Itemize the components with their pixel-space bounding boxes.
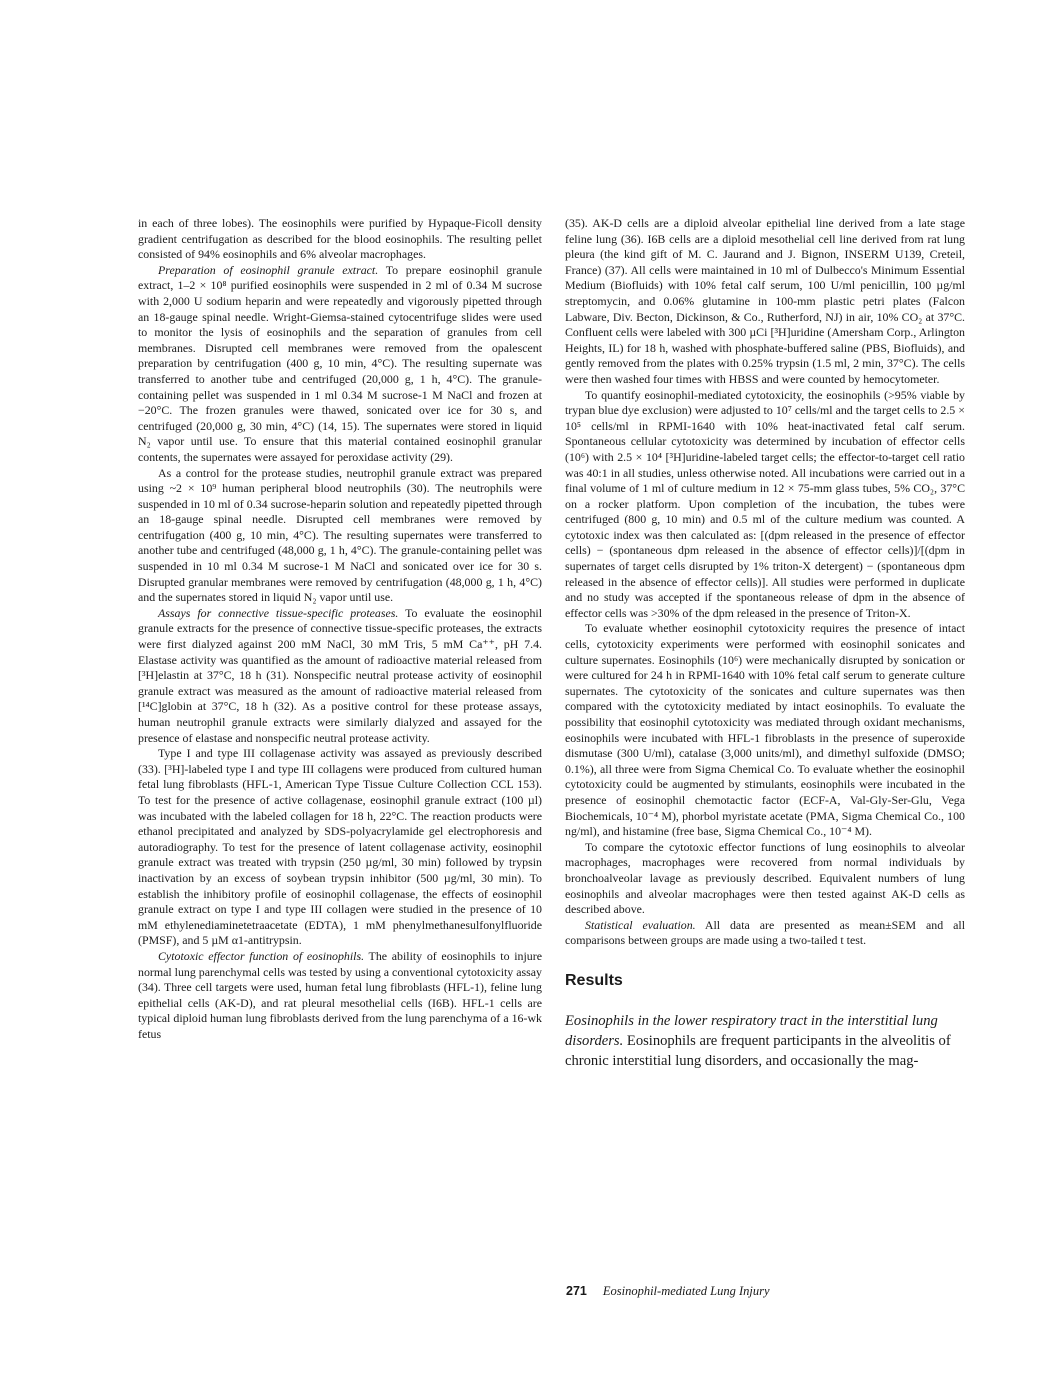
paragraph: As a control for the protease studies, neutrophil granule extract was prepared using ~2 × 10⁹ human peripheral blood neutrophils (30). The neutrophils were suspended in 10 ml of 0.34 sucrose-heparin solution and repeatedly pipetted through an 18-gauge spinal needle. Disrupted cell membranes were removed by centrifugation (400 g, 10 min, 4°C). The resulting supernates were transferred to another tube and centrifuged (48,000 g, 1 h, 4°C). The granule-containing pellet was suspended in 10 ml 0.34 M sucrose-1 M NaCl and sonicated over ice for 30 s. Disrupted granular membranes were removed by centrifugation (48,000 g, 1 h, 4°C) and the supernates stored in liquid N₂ vapor until use.	[138, 465, 542, 605]
page-footer	[566, 1284, 770, 1299]
left-column	[138, 216, 542, 1042]
paragraph: To evaluate whether eosinophil cytotoxicity requires the presence of intact cells, cytotoxicity experiments were performed with eosinophil sonicates and culture supernates. Eosinophils (10⁶) were mechanically disrupted by sonication or were cultured for 24 h in RPMI-1640 with 10% fetal calf serum to generate culture supernates. The cytotoxicity of the sonicates and culture supernates was then compared with the cytotoxicity mediated by intact eosinophils. To evaluate the possibility that eosinophil cytotoxicity was mediated through oxidant mechanisms, eosinophils were incubated with HFL-1 fibroblasts in the presence of superoxide dismutase (300 U/ml), catalase (3,000 units/ml), and dimethyl sulfoxide (DMSO; 0.1%), all three were from Sigma Chemical Co. To evaluate whether the eosinophil cytotoxicity could be augmented by stimulants, eosinophils were incubated in the presence of eosinophil chemotactic factor (ECF-A, Val-Gly-Ser-Glu, Vega Biochemicals, 10⁻⁴ M), phorbol myristate acetate (PMA, Sigma Chemical Co., 100 ng/ml), and histamine (free base, Sigma Chemical Co., 10⁻⁴ M).	[565, 621, 965, 839]
page-number: 271	[566, 1284, 587, 1298]
paragraph: (35). AK-D cells are a diploid alveolar epithelial line derived from a late stage feline lung (36). I6B cells are a diploid mesothelial cell line derived from rat lung pleura (the kind gift of M. C. Jaurand and J. Bignon, INSERM U139, Creteil, France) (37). All cells were maintained in 10 ml of Dulbecco's Minimum Essential Medium (Biofluids) with 10% fetal calf serum, 100 U/ml penicillin, 100 µg/ml streptomycin, and 0.06% glutamine in 100-mm plastic petri plates (Falcon Labware, Div. Becton, Dickinson, & Co., Rutherford, NJ) in air, 10% CO₂ at 37°C. Confluent cells were labeled with 300 µCi [³H]uridine (Amersham Corp., Arlington Heights, IL) for 18 h, washed with phosphate-buffered saline (PBS, Biofluids), and gently removed from the plates with 0.25% trypsin (1.5 ml, 2 min, 37°C). The cells were then washed four times with HBSS and were counted by hemocytometer.	[565, 216, 965, 386]
run-in-title: Eosinophils in the lower respiratory tract in the interstitial lung disorders.	[565, 1012, 938, 1049]
run-in-title: Preparation of eosinophil granule extract.	[158, 262, 379, 277]
paragraph: Preparation of eosinophil granule extract. To prepare eosinophil granule extract, 1–2 × 10⁸ purified eosinophils were suspended in 2 ml of 0.34 M sucrose with 2,000 U sodium heparin and were repeatedly and vigorously pipetted through an 18-gauge spinal needle. Wright-Giemsa-stained cytocentrifuge slides were used to monitor the lysis of eosinophils and the separation of granules from cell membranes. Disrupted cell membranes were removed from the opalescent preparation by centrifugation (400 g, 10 min, 4°C). The resulting supernate was transferred to another tube and centrifuged (20,000 g, 1 h, 4°C). The granule-containing pellet was suspended in 1 ml 0.34 M sucrose-1 M NaCl and frozen at −20°C. The frozen granules were thawed, sonicated over ice for 30 s, and centrifuged (20,000 g, 30 min, 4°C) (14, 15). The supernates were stored in liquid N₂ vapor until use. To ensure that this material contained eosinophil granular contents, the supernates were assayed for peroxidase activity (29).	[138, 262, 542, 464]
running-title: Eosinophil-mediated Lung Injury	[602, 1284, 770, 1298]
run-in-title: Statistical evaluation.	[585, 917, 696, 932]
paragraph: Assays for connective tissue-specific proteases. To evaluate the eosinophil granule extracts for the presence of connective tissue-specific proteases, the extracts were first dialyzed against 200 mM NaCl, 30 mM Tris, 5 mM Ca⁺⁺, pH 7.4. Elastase activity was quantified as the amount of radioactive material released from [³H]elastin at 37°C, 18 h (31). Nonspecific neutral protease activity of eosinophil granule extract was measured as the amount of radioactive material released from [¹⁴C]globin at 37°C, 18 h (32). As a positive control for these protease assays, human neutrophil granule extracts were similarly dialyzed and assayed for the presence of elastase and nonspecific neutral protease activity.	[138, 605, 543, 745]
paragraph: To compare the cytotoxic effector functions of lung eosinophils to alveolar macrophages, macrophages were recovered from normal individuals by bronchoalveolar lavage as previously described. Equivalent numbers of lung eosinophils and alveolar macrophages were then tested against AK-D cells as described above.	[565, 839, 965, 917]
paragraph: Cytotoxic effector function of eosinophils. The ability of eosinophils to injure normal lung parenchymal cells was tested by using a conventional cytotoxicity assay (34). Three cell targets were used, human fetal lung fibroblasts (HFL-1), feline lung epithelial cells (AK-D), and rat pleural mesothelial cells (I6B). HFL-1 cells are typical diploid human lung fibroblasts derived from the lung parenchyma of a 16-wk fetus	[138, 948, 542, 1041]
results-paragraph: Eosinophils in the lower respiratory tract in the interstitial lung disorders. Eosinophils are frequent participants in the alveolitis of chronic interstitial lung disorders, and occasionally the mag-	[565, 1012, 951, 1069]
right-column	[565, 216, 965, 1071]
paragraph: Type I and type III collagenase activity was assayed as previously described (33). [³H]-labeled type I and type III collagens were produced from cultured human fetal lung fibroblasts (HFL-1, American Type Tissue Culture Collection CCL 153). To test for the presence of active collagenase, eosinophil granule extract (100 µl) was incubated with the labeled collagen for 18 h, 22°C. The reaction products were ethanol precipitated and analyzed by SDS-polyacrylamide gel electrophoresis and autoradiography. To test for the presence of latent collagenase activity, eosinophil granule extract was treated with trypsin (250 µg/ml, 30 min) followed by trypsin inactivation by an excess of soybean trypsin inhibitor (500 µg/ml, 30 min). To establish the inhibitory profile of eosinophil collagenase, the effects of eosinophil granule extract on type I and type III collagen were studied in the presence of 10 mM ethylenediaminetetraacetate (EDTA), 1 mM phenylmethanesulfonylfluoride (PMSF), and 5 µM α1-antitrypsin.	[138, 746, 542, 948]
run-in-title: Cytotoxic effector function of eosinophils.	[158, 948, 365, 963]
section-heading-results: Results	[565, 971, 623, 989]
run-in-title: Assays for connective tissue-specific proteases.	[158, 605, 399, 620]
paragraph: Statistical evaluation. All data are presented as mean±SEM and all comparisons between groups are made using a two-tailed t test.	[565, 917, 965, 948]
paragraph: in each of three lobes). The eosinophils were purified by Hypaque-Ficoll density gradient centrifugation as described for the blood eosinophils. The resulting pellet consisted of 94% eosinophils and 6% alveolar macrophages.	[138, 216, 542, 262]
paragraph: To quantify eosinophil-mediated cytotoxicity, the eosinophils (>95% viable by trypan blue dye exclusion) were adjusted to 10⁷ cells/ml and the target cells to 2.5 × 10⁵ cells/ml in RPMI-1640 with 10% heat-inactivated fetal calf serum. Spontaneous cellular cytotoxicity was determined by incubation of effector cells (10⁶) with 2.5 × 10⁴ [³H]uridine-labeled target cells; the effector-to-target cell ratio was 40:1 in all studies, unless otherwise noted. All incubations were carried out in a final volume of 1 ml of culture medium in 12 × 75-mm glass tubes, 5% CO₂, 37°C on a rocker platform. Upon completion of the incubation, the tubes were centrifuged (800 g, 10 min) and 0.5 ml of the culture medium was counted. A cytotoxic index was then calculated as: [(dpm released in the presence of effector cells) − (spontaneous dpm released in the absence of effector cells)]/[(dpm in supernates of target cells disrupted by 1% triton-X detergent) − (spontaneous dpm released in the absence of effector cells)]. All studies were performed in duplicate and no study was accepted if the spontaneous release of dpm in the absence of effector cells was >30% of the dpm released in the presence of Triton-X.	[565, 387, 965, 620]
